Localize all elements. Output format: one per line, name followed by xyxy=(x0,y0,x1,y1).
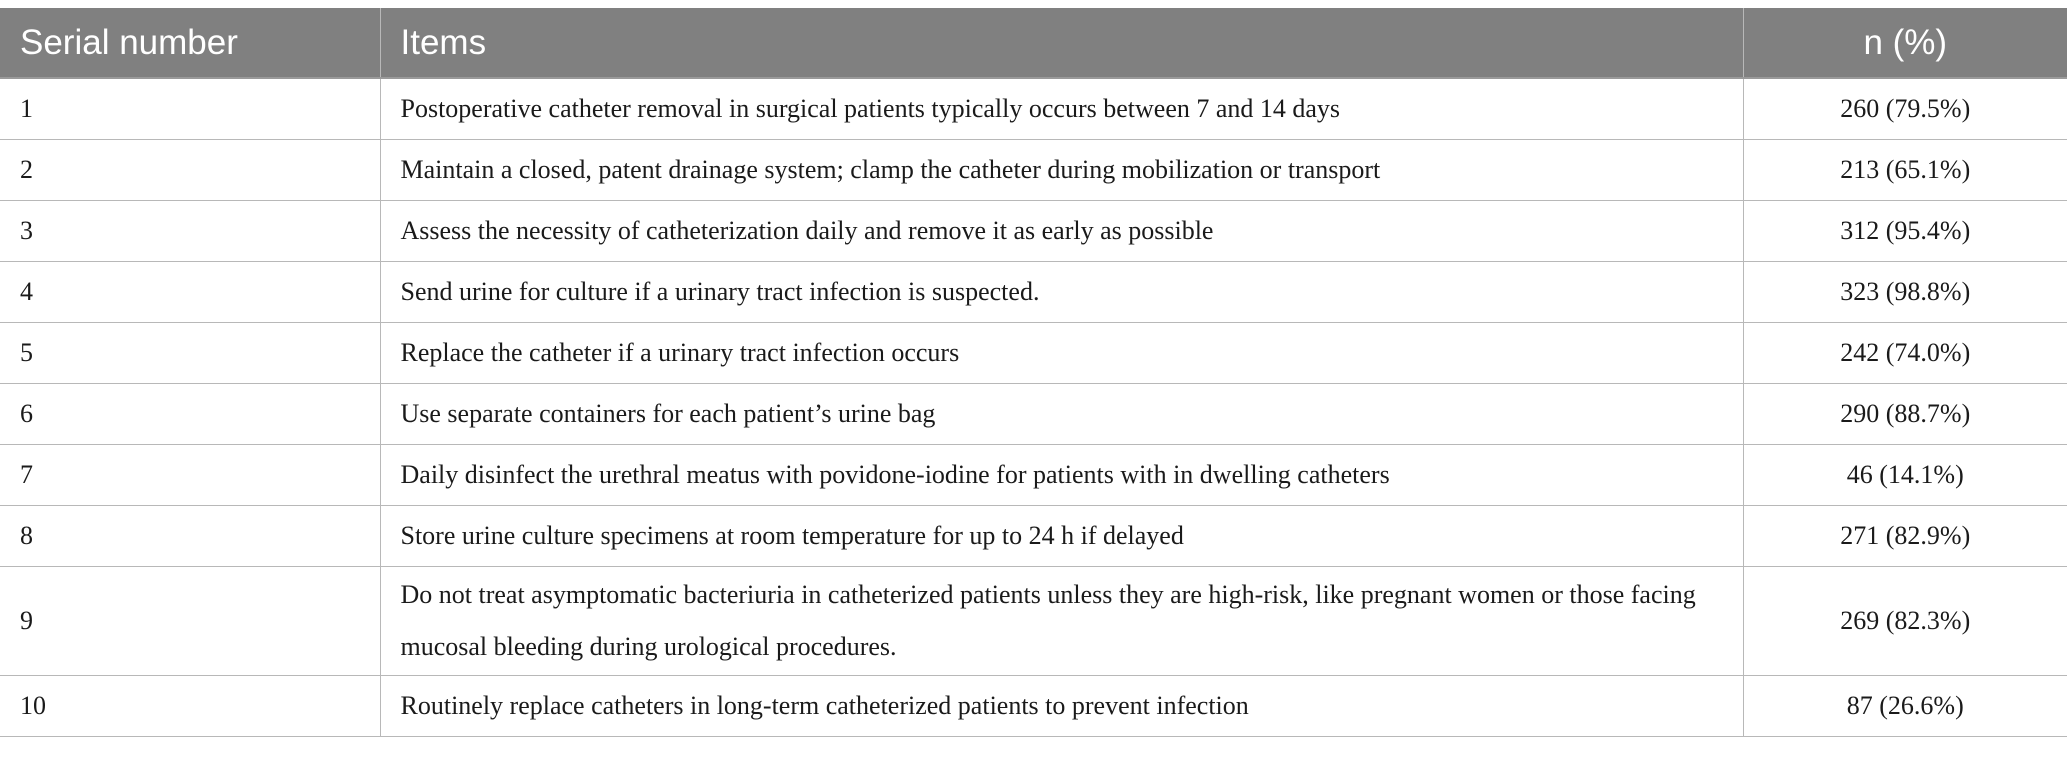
table-row xyxy=(0,384,2067,445)
cell-n-percent: 46 (14.1%) xyxy=(1743,445,2067,506)
cell-item: Do not treat asymptomatic bacteriuria in catheterized patients unless they are high-risk, like pregnant women or those facing mucosal bleeding during urological procedures. xyxy=(380,567,1743,676)
cell-serial: 10 xyxy=(0,676,380,737)
cell-serial: 7 xyxy=(0,445,380,506)
cell-item: Postoperative catheter removal in surgical patients typically occurs between 7 and 14 days xyxy=(380,78,1743,140)
cell-n-percent: 260 (79.5%) xyxy=(1743,78,2067,140)
cell-n-percent: 213 (65.1%) xyxy=(1743,140,2067,201)
table-row xyxy=(0,676,2067,737)
cell-item: Replace the catheter if a urinary tract infection occurs xyxy=(380,323,1743,384)
cell-item: Daily disinfect the urethral meatus with povidone-iodine for patients with in dwelling catheters xyxy=(380,445,1743,506)
table-row xyxy=(0,445,2067,506)
cell-item: Maintain a closed, patent drainage system; clamp the catheter during mobilization or transport xyxy=(380,140,1743,201)
cell-item: Use separate containers for each patient’s urine bag xyxy=(380,384,1743,445)
data-table-container xyxy=(0,8,2067,737)
cell-n-percent: 323 (98.8%) xyxy=(1743,262,2067,323)
cell-serial: 1 xyxy=(0,78,380,140)
cell-item: Send urine for culture if a urinary tract infection is suspected. xyxy=(380,262,1743,323)
table-row xyxy=(0,78,2067,140)
header-items: Items xyxy=(380,8,1743,78)
cell-serial: 4 xyxy=(0,262,380,323)
table-row xyxy=(0,140,2067,201)
cell-n-percent: 312 (95.4%) xyxy=(1743,201,2067,262)
cell-n-percent: 271 (82.9%) xyxy=(1743,506,2067,567)
table-row xyxy=(0,506,2067,567)
cell-serial: 5 xyxy=(0,323,380,384)
cell-n-percent: 87 (26.6%) xyxy=(1743,676,2067,737)
cell-serial: 2 xyxy=(0,140,380,201)
cell-n-percent: 290 (88.7%) xyxy=(1743,384,2067,445)
cell-item: Assess the necessity of catheterization daily and remove it as early as possible xyxy=(380,201,1743,262)
table-row xyxy=(0,323,2067,384)
header-n-percent: n (%) xyxy=(1743,8,2067,78)
header-serial-number: Serial number xyxy=(0,8,380,78)
cell-serial: 9 xyxy=(0,567,380,676)
cell-serial: 6 xyxy=(0,384,380,445)
cell-n-percent: 242 (74.0%) xyxy=(1743,323,2067,384)
table-row xyxy=(0,567,2067,676)
data-table xyxy=(0,8,2067,737)
cell-serial: 3 xyxy=(0,201,380,262)
table-row xyxy=(0,201,2067,262)
table-row xyxy=(0,262,2067,323)
cell-serial: 8 xyxy=(0,506,380,567)
cell-item: Routinely replace catheters in long-term catheterized patients to prevent infection xyxy=(380,676,1743,737)
cell-n-percent: 269 (82.3%) xyxy=(1743,567,2067,676)
header-row xyxy=(0,8,2067,78)
cell-item: Store urine culture specimens at room temperature for up to 24 h if delayed xyxy=(380,506,1743,567)
table-header xyxy=(0,8,2067,78)
table-body xyxy=(0,78,2067,737)
